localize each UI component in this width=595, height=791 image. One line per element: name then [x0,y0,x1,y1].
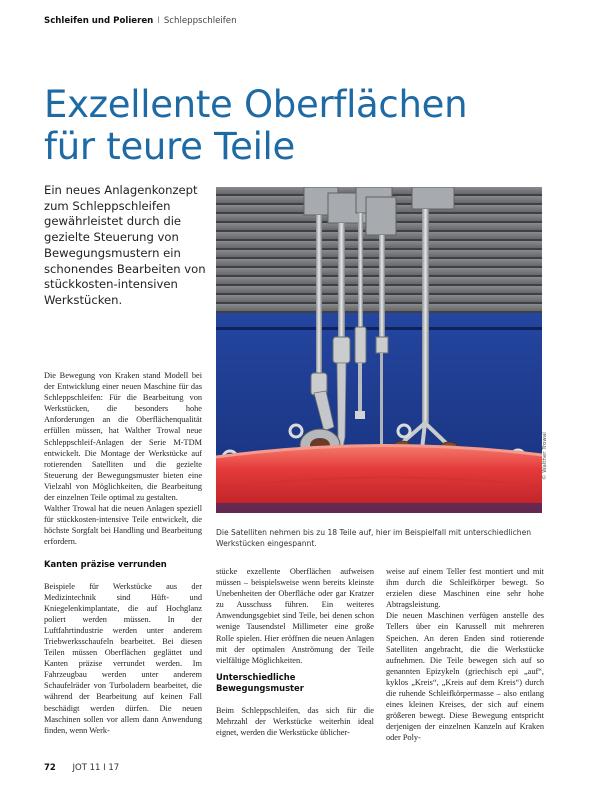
paragraph: Beispiele für Werkstücke aus der Medizintechnik sind Hüft- und Kniegelenkimplantate, die auf Hochglanz poliert werden müssen. In der Luftfahrtindustrie werden unter anderem Triebwerksschaufeln bearbeitet. Bei diesen Teilen müssen Oberflächen geglättet und Kanten präzise verrundet werden. Im Fahrzeugbau werden unter anderem Schaufelräder von Turboladern bearbeitet, die während der Bearbeitung auf keinen Fall beschädigt werden dürfen. Die neuen Maschinen sollen vor allem dann Anwendung finden, wenn Werk- [44,581,202,735]
title-line-2: für teure Teile [44,125,295,168]
text-column-2 [216,566,374,738]
header-separator: I [157,16,160,26]
title-line-1: Exzellente Oberflächen [44,83,468,126]
subheading: Unterschiedliche Bewegungsmuster [216,671,304,693]
lead-paragraph: Ein neues Anlagenkonzept zum Schleppschleifen gewährleistet durch die gezielte Steuerung von Bewegungsmustern ein schonendes Bearbeiten von stückkosten-intensiven Werkstücken. [44,183,206,307]
section-label: Schleifen und Polieren [44,16,154,26]
paragraph: Walther Trowal hat die neuen Anlagen speziell für stückkosten-intensive Teile entwickelt, die höchste Sorgfalt bei Handling und Bearbeitung erfordern. [44,504,202,547]
running-header [44,16,237,26]
paragraph: Die Bewegung von Kraken stand Modell bei der Entwicklung einer neuen Maschine für das Schleppschleifen: Für die Bearbeitung von Werkstücken, die besonders hohe Anforderungen an die Oberflächenqualität erfüllen müssen, hat Walther Trowal neue Schleppschleif-Anlagen der Serie M-TDM entwickelt. Die Montage der Werkstücke auf rotierenden Satelliten und die gezielte Steuerung der Bewegungsmuster bieten eine Vielzahl von Möglichkeiten, die Bearbeitung der einzelnen Teile optimal zu gestalten. [44,371,202,503]
text-column-3 [386,566,544,744]
subsection-label: Schleppschleifen [163,16,237,26]
photo-caption: Die Satelliten nehmen bis zu 18 Teile auf, hier im Beispielfall mit unterschiedlichen Werkstücken eingespannt. [216,528,532,548]
page-number: 72 [44,763,56,773]
paragraph: Die neuen Maschinen verfügen anstelle des Tellers über ein Karussell mit mehreren Speichen. An deren Enden sind rotierende Satelliten angebracht, die die Werkstücke aufnehmen. Die Teile bewegen sich auf so genannten Epizykeln (griechisch epi „auf“, kyklos „Kreis“, „Kreis auf dem Kreis“) durch die ruhende Schleifkörpermasse – also entlang eines kleinen Kreises, der sich auf einem größeren bewegt. Diese Bewegung entspricht derjenigen der einzelnen Kanzeln auf Kraken oder Poly- [386,611,544,743]
paragraph: Beim Schleppschleifen, das sich für die Mehrzahl der Werkstücke weiterhin ideal eignet, werden die Werkstücke üblicher- [216,705,374,738]
paragraph: stücke exzellente Oberflächen aufweisen müssen – beispielsweise wenn bereits kleinste Unebenheiten der Oberfläche oder gar Kratzer zu Ausschuss führen. Ein weiteres Anwendungsgebiet sind Teile, bei denen schon wenige Tausendstel Millimeter eine große Rolle spielen. Hier eröffnen die neuen Anlagen mit der optimalen Anströmung der Teile vielfältige Möglichkeiten. [216,567,374,665]
article-title [44,84,564,168]
machine-photo [216,187,542,513]
photo-credit: © Walther Trowal [542,432,548,480]
text-column-1 [44,370,202,736]
subheading: Kanten präzise verrunden [44,558,167,569]
page-footer [44,763,119,773]
issue-label: JOT 11 I 17 [72,763,120,773]
paragraph: weise auf einem Teller fest montiert und mit ihm durch die Schleifkörper bewegt. So erzielen diese Maschinen eine sehr hohe Abtragsleistung. [386,567,544,610]
